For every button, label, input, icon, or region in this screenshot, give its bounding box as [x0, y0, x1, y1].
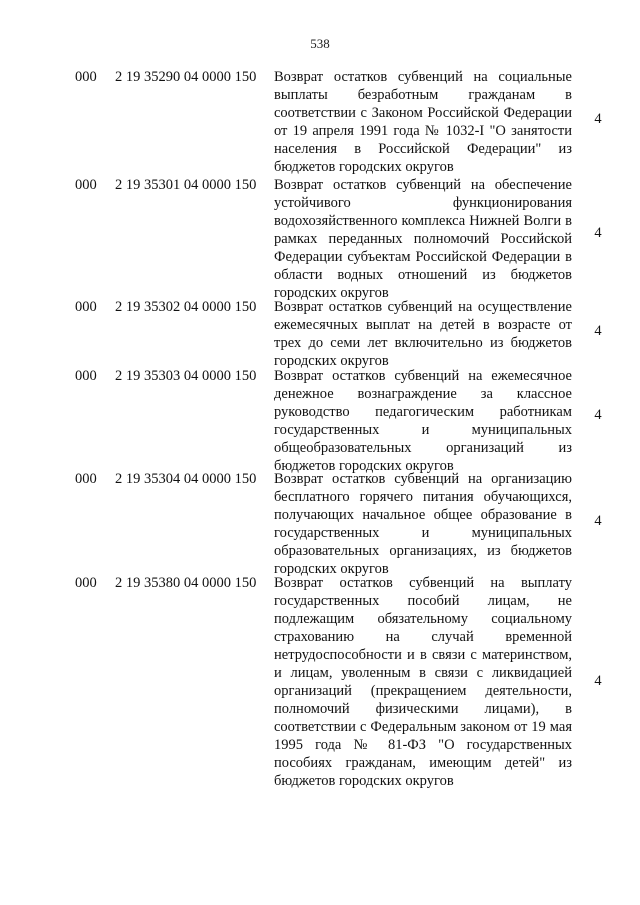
admin-code-cell: 000 [75, 177, 97, 193]
budget-code-cell: 2 19 35301 04 0000 150 [115, 177, 257, 193]
value-cell: 4 [594, 111, 602, 127]
value-cell: 4 [594, 513, 602, 529]
budget-code-cell: 2 19 35380 04 0000 150 [115, 575, 257, 591]
name-cell: Возврат остатков субвенций на социальные выплаты безработным гражданам в соответствии с Законом Российской Федерации от 19 апреля 1991 года № 1032-I "О занятости населения в Российской Федерации" из бюджетов городских округов [274, 69, 572, 175]
admin-code-cell: 000 [75, 575, 97, 591]
name-cell: Возврат остатков субвенций на осуществление ежемесячных выплат на детей в возрасте от трех до семи лет включительно из бюджетов городских округов [274, 299, 572, 369]
admin-code-cell: 000 [75, 368, 97, 384]
value-cell: 4 [594, 323, 602, 339]
budget-code-cell: 2 19 35290 04 0000 150 [115, 69, 257, 85]
budget-code-cell: 2 19 35303 04 0000 150 [115, 368, 257, 384]
budget-code-cell: 2 19 35304 04 0000 150 [115, 471, 257, 487]
admin-code-cell: 000 [75, 471, 97, 487]
budget-code-cell: 2 19 35302 04 0000 150 [115, 299, 257, 315]
page-number: 538 [310, 36, 330, 51]
admin-code-cell: 000 [75, 69, 97, 85]
name-cell: Возврат остатков субвенций на обеспечение устойчивого функционирования водохозяйственного комплекса Нижней Волги в рамках переданных полномочий Российской Федерации субъектам Российской Федерации в области водных отношений из бюджетов городских округов [274, 177, 572, 301]
name-cell: Возврат остатков субвенций на организацию бесплатного горячего питания обучающихся, получающих начальное общее образование в государственных и муниципальных образовательных организациях, из бюджетов городских округов [274, 471, 572, 577]
value-cell: 4 [594, 673, 602, 689]
name-cell: Возврат остатков субвенций на выплату государственных пособий лицам, не подлежащим обязательному социальному страхованию на случай временной нетрудоспособности и в связи с материнством, и лицам, уволенным в связи с ликвидацией организаций (прекращением деятельности, полномочий физическими лицами), в соответствии с Федеральным законом от 19 мая 1995 года № 81-ФЗ "О государственных пособиях гражданам, имеющим детей" из бюджетов городских округов [274, 575, 572, 789]
value-cell: 4 [594, 225, 602, 241]
name-cell: Возврат остатков субвенций на ежемесячное денежное вознаграждение за классное руководство педагогическим работникам государственных и муниципальных общеобразовательных организаций из бюджетов городских округов [274, 368, 572, 474]
value-cell: 4 [594, 407, 602, 423]
admin-code-cell: 000 [75, 299, 97, 315]
